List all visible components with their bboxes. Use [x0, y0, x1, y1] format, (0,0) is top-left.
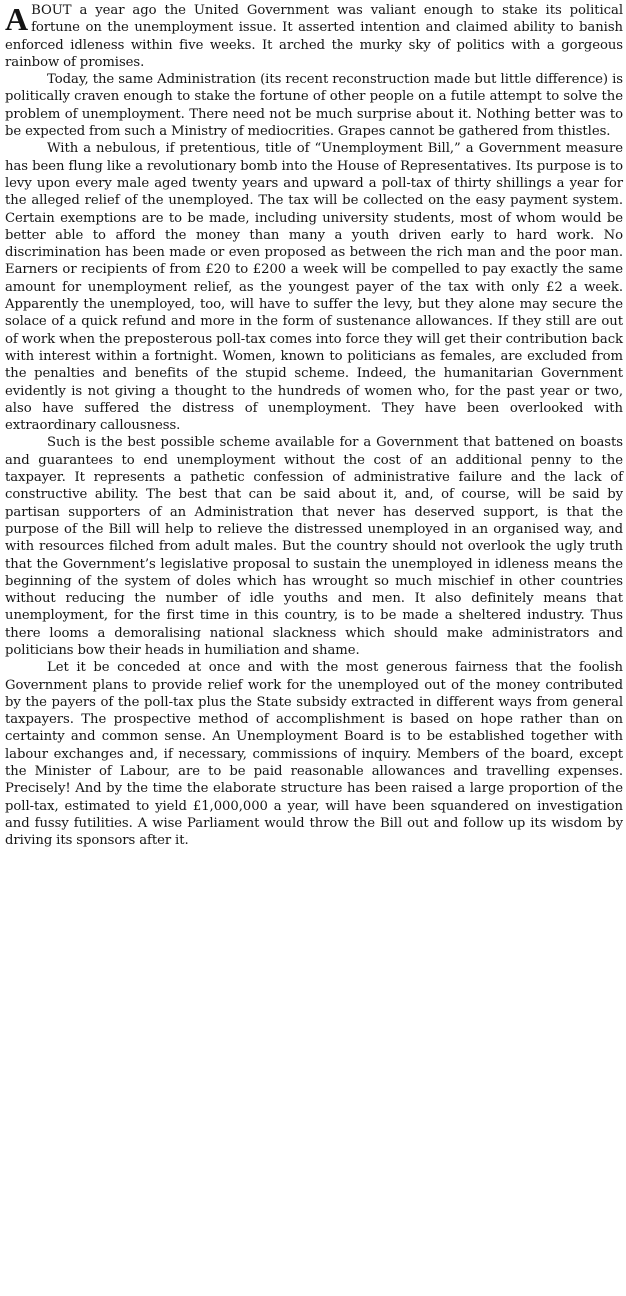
article-paragraph-5: Let it be conceded at once and with the most generous fairness that the foolish Government plans to provide relief work for the unemployed out of the money contributed by the payers of the poll-tax plus the State subsidy extracted in different ways from general taxpayers. The prospective method of accomplishment is based on hope rather than on certainty and common sense. An Unemployment Board is to be established together with labour exchanges and, if necessary, commissions of inquiry. Members of the board, except the Minister of Labour, are to be paid reasonable allowances and travelling expenses. Precisely! And by the time the elaborate structure has been raised a large proportion of the poll-tax, estimated to yield £1,000,000 a year, will have been squandered on investigation and fussy futilities. A wise Parliament would throw the Bill out and follow up its wisdom by driving its sponsors after it. — [5, 660, 623, 849]
article-paragraph-3: With a nebulous, if pretentious, title of “Unemployment Bill,” a Government measure has been flung like a revolutionary bomb into the House of Representatives. Its purpose is to levy upon every male aged twenty years and upward a poll-tax of thirty shillings a year for the alleged relief of the unemployed. The tax will be collected on the easy payment system. Certain exemptions are to be made, including university students, most of whom would be better able to afford the money than many a youth driven early to hard work. No discrimination has been made or even proposed as between the rich man and the poor man. Earners or recipients of from £20 to £200 a week will be compelled to pay exactly the same amount for unemployment relief, as the youngest payer of the tax with only £2 a week. Apparently the unemployed, too, will have to suffer the levy, but they alone may secure the solace of a quick refund and more in the form of sustenance allowances. If they still are out of work when the preposterous poll-tax comes into force they will get their contribution back with interest within a fortnight. Women, known to politicians as females, are excluded from the penalties and benefits of the stupid scheme. Indeed, the humanitarian Government evidently is not giving a thought to the hundreds of women who, for the past year or two, also have suffered the distress of unemployment. They have been overlooked with extraordinary callousness. — [5, 141, 623, 434]
editorial-article — [5, 2, 623, 850]
lead-paragraph-text: BOUT a year ago the United Government was valiant enough to stake its political fortune on the unemployment issue. It asserted intention and claimed ability to banish enforced idleness within five weeks. It arched the murky sky of politics with a gorgeous rainbow of promises. — [5, 3, 623, 70]
article-paragraph-4: Such is the best possible scheme available for a Government that battened on boasts and guarantees to end unemployment without the cost of an additional penny to the taxpayer. It represents a pathetic confession of administrative failure and the lack of constructive ability. The best that can be said about it, and, of course, will be said by partisan supporters of an Administration that never has deserved support, is that the purpose of the Bill will help to relieve the distressed unemployed in an organised way, and with resources filched from adult males. But the country should not overlook the ugly truth that the Government’s legislative proposal to sustain the unemployed in idleness means the beginning of the system of doles which has wrought so much mischief in other countries without reducing the number of idle youths and men. It also definitely means that unemployment, for the first time in this country, is to be made a sheltered industry. Thus there looms a demoralising national slackness which should make administrators and politicians bow their heads in humiliation and shame. — [5, 435, 623, 658]
article-paragraph-1 — [5, 2, 623, 71]
article-paragraph-2: Today, the same Administration (its recent reconstruction made but little difference) is politically craven enough to stake the fortune of other people on a futile attempt to solve the problem of unemployment. There need not be much surprise about it. Nothing better was to be expected from such a Ministry of mediocrities. Grapes cannot be gathered from thistles. — [5, 72, 623, 140]
drop-cap: A — [5, 1, 29, 37]
